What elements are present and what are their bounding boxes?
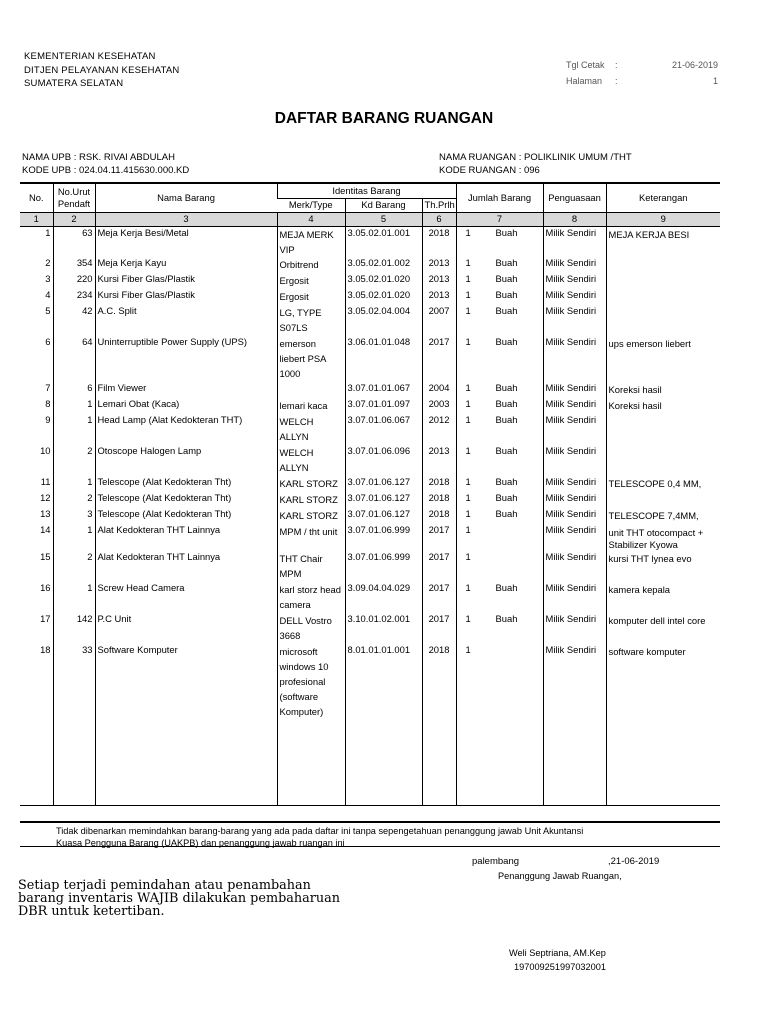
row-urut: 234 — [53, 289, 95, 305]
row-no: 2 — [45, 257, 51, 268]
table-row — [20, 226, 720, 257]
notice-line-2: Kuasa Pengguna Barang (UAKPB) dan penanggung jawab ruangan ini — [56, 838, 345, 848]
row-year: 2013 — [422, 445, 456, 476]
row-no: 8 — [45, 398, 51, 409]
row-quantity-cell — [456, 414, 543, 445]
row-year: 2017 — [422, 524, 456, 551]
col-number: 1 — [20, 212, 53, 226]
row-remarks: TELESCOPE 7,4MM, — [606, 508, 720, 524]
row-no: 1 — [45, 226, 51, 238]
room-code: KODE RUANGAN : 096 — [439, 165, 540, 176]
row-remarks: kamera kepala — [606, 582, 720, 613]
row-item-code: 3.07.01.01.097 — [345, 398, 422, 414]
row-item-code: 3.10.01.02.001 — [345, 613, 422, 644]
row-quantity-cell — [456, 382, 543, 398]
row-no: 13 — [40, 508, 51, 519]
col-header-penguasaan: Penguasaan — [543, 183, 606, 212]
row-merk-type: microsoft windows 10 profesional (software Komputer) — [277, 644, 345, 805]
col-number: 9 — [606, 212, 720, 226]
row-year: 2013 — [422, 257, 456, 273]
row-quantity-cell — [456, 582, 543, 613]
row-merk-type: Ergosit — [277, 273, 345, 289]
row-no: 16 — [40, 582, 51, 593]
row-remarks — [606, 492, 720, 508]
row-quantity: 1 — [465, 508, 471, 519]
transfer-notice — [20, 821, 720, 847]
row-no: 5 — [45, 305, 51, 316]
row-merk-type: KARL STORZ — [277, 476, 345, 492]
row-year: 2004 — [422, 382, 456, 398]
col-header-jumlah: Jumlah Barang — [456, 183, 543, 212]
row-year: 2003 — [422, 398, 456, 414]
row-quantity: 1 — [465, 336, 471, 347]
row-remarks — [606, 273, 720, 289]
row-item-code: 3.07.01.06.999 — [345, 524, 422, 551]
row-remarks: unit THT otocompact + Stabilizer Kyowa — [606, 524, 720, 551]
row-item-code: 3.07.01.06.127 — [345, 476, 422, 492]
row-quantity-cell — [456, 226, 543, 257]
colon: : — [615, 60, 618, 70]
row-ownership: Milik Sendiri — [543, 524, 606, 551]
col-header-th: Th.Prlh — [422, 198, 456, 212]
row-remarks — [606, 289, 720, 305]
org-line-province: SUMATERA SELATAN — [24, 78, 124, 89]
row-year: 2018 — [422, 476, 456, 492]
row-urut: 1 — [53, 582, 95, 613]
row-urut: 1 — [53, 398, 95, 414]
row-urut: 3 — [53, 508, 95, 524]
row-item-name: Software Komputer — [95, 644, 277, 805]
row-quantity-cell — [456, 336, 543, 382]
row-year: 2012 — [422, 414, 456, 445]
row-quantity: 1 — [465, 445, 471, 456]
row-item-code: 3.07.01.06.127 — [345, 508, 422, 524]
row-item-name: Meja Kerja Besi/Metal — [95, 226, 277, 257]
row-ownership: Milik Sendiri — [543, 492, 606, 508]
row-quantity: 1 — [465, 582, 471, 593]
row-merk-type: DELL Vostro 3668 — [277, 613, 345, 644]
row-item-code: 3.07.01.06.067 — [345, 414, 422, 445]
warning-line: DBR untuk ketertiban. — [18, 904, 165, 919]
row-merk-type: karl storz head camera — [277, 582, 345, 613]
row-merk-type: KARL STORZ — [277, 508, 345, 524]
row-year: 2018 — [422, 508, 456, 524]
warning-line: Setiap terjadi pemindahan atau penambahan — [18, 878, 311, 893]
row-year: 2017 — [422, 551, 456, 582]
row-unit: Buah — [495, 257, 518, 268]
upb-code: KODE UPB : 024.04.11.415630.000.KD — [22, 165, 190, 176]
row-quantity: 1 — [465, 551, 471, 562]
row-unit: Buah — [495, 226, 518, 238]
row-ownership: Milik Sendiri — [543, 508, 606, 524]
row-item-code: 3.07.01.06.096 — [345, 445, 422, 476]
row-item-code: 3.05.02.01.020 — [345, 289, 422, 305]
row-ownership: Milik Sendiri — [543, 613, 606, 644]
row-urut: 1 — [53, 476, 95, 492]
row-no: 4 — [45, 289, 51, 300]
row-unit: Buah — [495, 613, 518, 624]
col-number: 2 — [53, 212, 95, 226]
row-no: 7 — [45, 382, 51, 393]
room-info — [439, 151, 632, 177]
col-header-no: No. — [20, 183, 53, 212]
row-item-name: P.C Unit — [95, 613, 277, 644]
row-quantity-cell — [456, 492, 543, 508]
upb-info — [22, 151, 189, 177]
col-header-urut: No.Urut Pendaft — [53, 183, 95, 212]
signer-name: Weli Septriana, AM.Kep — [509, 948, 606, 958]
org-line-directorate: DITJEN PELAYANAN KESEHATAN — [24, 64, 180, 76]
page-title: DAFTAR BARANG RUANGAN — [274, 110, 494, 127]
row-quantity: 1 — [465, 382, 471, 393]
row-no: 11 — [40, 476, 51, 487]
row-quantity-cell — [456, 613, 543, 644]
col-number: 7 — [456, 212, 543, 226]
table-row — [20, 289, 720, 305]
room-name: NAMA RUANGAN : POLIKLINIK UMUM /THT — [439, 152, 632, 163]
print-date-label: Tgl Cetak — [566, 60, 605, 70]
row-quantity: 1 — [465, 492, 471, 503]
row-unit: Buah — [495, 492, 518, 503]
row-quantity-cell — [456, 644, 543, 805]
row-quantity-cell — [456, 289, 543, 305]
notice-line-1: Tidak dibenarkan memindahkan barang-barang yang ada pada daftar ini tanpa sepengetahuan penanggung jawab Unit Akuntansi — [56, 826, 584, 836]
row-quantity-cell — [456, 476, 543, 492]
row-merk-type: LG, TYPE S07LS — [277, 305, 345, 336]
row-ownership: Milik Sendiri — [543, 305, 606, 336]
row-quantity: 1 — [465, 257, 471, 268]
row-merk-type: THT Chair MPM — [277, 551, 345, 582]
row-ownership: Milik Sendiri — [543, 226, 606, 257]
row-unit: Buah — [495, 445, 518, 456]
row-item-code: 3.07.01.06.999 — [345, 551, 422, 582]
row-ownership: Milik Sendiri — [543, 336, 606, 382]
row-remarks: MEJA KERJA BESI — [606, 226, 720, 257]
row-ownership: Milik Sendiri — [543, 582, 606, 613]
row-remarks — [606, 445, 720, 476]
row-year: 2018 — [422, 644, 456, 805]
row-item-name: Lemari Obat (Kaca) — [95, 398, 277, 414]
row-item-name: Alat Kedokteran THT Lainnya — [95, 551, 277, 582]
table-row — [20, 508, 720, 524]
row-year: 2013 — [422, 289, 456, 305]
table-row — [20, 257, 720, 273]
row-year: 2017 — [422, 582, 456, 613]
table-header-row — [20, 183, 720, 198]
row-quantity-cell — [456, 305, 543, 336]
row-quantity: 1 — [465, 476, 471, 487]
row-urut: 6 — [53, 382, 95, 398]
row-item-code: 3.09.04.04.029 — [345, 582, 422, 613]
row-quantity-cell — [456, 551, 543, 582]
row-quantity: 1 — [465, 226, 471, 238]
row-item-name: Telescope (Alat Kedokteran Tht) — [95, 492, 277, 508]
row-remarks: kursi THT lynea evo — [606, 551, 720, 582]
row-urut: 1 — [53, 524, 95, 551]
row-quantity-cell — [456, 398, 543, 414]
print-meta-values — [640, 57, 718, 89]
col-header-merk: Merk/Type — [277, 198, 345, 212]
row-unit: Buah — [495, 398, 518, 409]
row-merk-type: WELCH ALLYN — [277, 445, 345, 476]
row-remarks: ups emerson liebert — [606, 336, 720, 382]
print-date-value: 21-06-2019 — [671, 60, 718, 70]
row-no: 9 — [45, 414, 51, 425]
col-header-keterangan: Keterangan — [606, 183, 720, 212]
row-item-code: 8.01.01.01.001 — [345, 644, 422, 805]
sign-place: palembang — [472, 856, 520, 867]
row-year: 2017 — [422, 613, 456, 644]
table-row — [20, 414, 720, 445]
column-number-row — [20, 212, 720, 226]
table-row — [20, 492, 720, 508]
row-item-name: A.C. Split — [95, 305, 277, 336]
col-number: 6 — [422, 212, 456, 226]
table-row — [20, 644, 720, 805]
row-ownership: Milik Sendiri — [543, 445, 606, 476]
upb-name: NAMA UPB : RSK. RIVAI ABDULAH — [22, 152, 175, 163]
table-row — [20, 524, 720, 551]
row-urut: 1 — [53, 414, 95, 445]
row-item-code: 3.05.02.04.004 — [345, 305, 422, 336]
col-number: 5 — [345, 212, 422, 226]
row-urut: 63 — [53, 226, 95, 257]
table-row — [20, 613, 720, 644]
row-item-code: 3.05.02.01.020 — [345, 273, 422, 289]
row-quantity-cell — [456, 508, 543, 524]
org-line-ministry: KEMENTERIAN KESEHATAN — [24, 51, 156, 62]
row-no: 6 — [45, 336, 51, 347]
row-quantity: 1 — [465, 398, 471, 409]
row-merk-type — [277, 382, 345, 398]
row-quantity: 1 — [465, 273, 471, 284]
row-quantity-cell — [456, 257, 543, 273]
row-ownership: Milik Sendiri — [543, 273, 606, 289]
row-year: 2017 — [422, 336, 456, 382]
row-merk-type: KARL STORZ — [277, 492, 345, 508]
row-unit: Buah — [495, 414, 518, 425]
col-number: 3 — [95, 212, 277, 226]
row-item-name: Meja Kerja Kayu — [95, 257, 277, 273]
table-row — [20, 445, 720, 476]
table-row — [20, 336, 720, 382]
row-item-name: Alat Kedokteran THT Lainnya — [95, 524, 277, 551]
row-urut: 42 — [53, 305, 95, 336]
page-label: Halaman — [566, 76, 603, 86]
row-item-name: Telescope (Alat Kedokteran Tht) — [95, 508, 277, 524]
table-row — [20, 398, 720, 414]
col-header-nama: Nama Barang — [95, 183, 277, 212]
row-unit: Buah — [495, 273, 518, 284]
row-item-code: 3.07.01.06.127 — [345, 492, 422, 508]
row-quantity-cell — [456, 524, 543, 551]
row-year: 2018 — [422, 226, 456, 257]
row-item-name: Film Viewer — [95, 382, 277, 398]
row-ownership: Milik Sendiri — [543, 476, 606, 492]
row-remarks: software komputer — [606, 644, 720, 805]
col-header-identitas: Identitas Barang — [277, 183, 456, 198]
row-remarks: Koreksi hasil — [606, 382, 720, 398]
page-value: 1 — [712, 76, 718, 86]
inventory-table — [20, 182, 720, 806]
row-ownership: Milik Sendiri — [543, 551, 606, 582]
row-merk-type: MPM / tht unit — [277, 524, 345, 551]
sign-date: ,21-06-2019 — [608, 856, 660, 867]
table-row — [20, 476, 720, 492]
row-quantity: 1 — [465, 289, 471, 300]
row-merk-type: Ergosit — [277, 289, 345, 305]
row-ownership: Milik Sendiri — [543, 414, 606, 445]
print-meta-colons — [615, 57, 618, 89]
row-no: 12 — [40, 492, 51, 503]
organization-header — [24, 50, 179, 91]
row-quantity: 1 — [465, 305, 471, 316]
sign-title: Penanggung Jawab Ruangan, — [498, 871, 622, 881]
row-ownership: Milik Sendiri — [543, 257, 606, 273]
table-body — [20, 226, 720, 805]
col-header-kd: Kd Barang — [345, 198, 422, 212]
row-remarks — [606, 414, 720, 445]
row-merk-type: MEJA MERK VIP — [277, 226, 345, 257]
row-item-name: Telescope (Alat Kedokteran Tht) — [95, 476, 277, 492]
row-quantity: 1 — [465, 414, 471, 425]
row-no: 10 — [40, 445, 51, 456]
row-unit: Buah — [495, 336, 518, 347]
row-remarks: Koreksi hasil — [606, 398, 720, 414]
row-urut: 142 — [53, 613, 95, 644]
warning-line: barang inventaris WAJIB dilakukan pembaharuan — [18, 891, 340, 906]
row-unit: Buah — [495, 476, 518, 487]
row-urut: 2 — [53, 492, 95, 508]
row-merk-type: Orbitrend — [277, 257, 345, 273]
row-no: 14 — [40, 524, 51, 535]
row-no: 18 — [20, 644, 53, 805]
row-quantity-cell — [456, 273, 543, 289]
row-unit: Buah — [495, 382, 518, 393]
table-row — [20, 551, 720, 582]
colon: : — [615, 76, 618, 86]
row-ownership: Milik Sendiri — [543, 289, 606, 305]
table-row — [20, 382, 720, 398]
row-unit: Buah — [495, 289, 518, 300]
row-quantity: 1 — [465, 524, 471, 535]
row-urut: 220 — [53, 273, 95, 289]
row-item-name: Kursi Fiber Glas/Plastik — [95, 273, 277, 289]
row-unit: Buah — [495, 582, 518, 593]
row-quantity: 1 — [465, 644, 471, 655]
row-remarks — [606, 305, 720, 336]
row-merk-type: lemari kaca — [277, 398, 345, 414]
row-remarks: komputer dell intel core — [606, 613, 720, 644]
row-item-name: Kursi Fiber Glas/Plastik — [95, 289, 277, 305]
row-urut: 64 — [53, 336, 95, 382]
table-row — [20, 582, 720, 613]
col-number: 4 — [277, 212, 345, 226]
row-urut: 354 — [53, 257, 95, 273]
row-no: 17 — [40, 613, 51, 624]
row-unit: Buah — [495, 508, 518, 519]
row-item-code: 3.06.01.01.048 — [345, 336, 422, 382]
row-year: 2007 — [422, 305, 456, 336]
row-remarks: TELESCOPE 0,4 MM, — [606, 476, 720, 492]
row-urut: 2 — [53, 551, 95, 582]
update-warning — [18, 879, 340, 918]
row-quantity: 1 — [465, 613, 471, 624]
row-unit: Buah — [495, 305, 518, 316]
row-ownership: Milik Sendiri — [543, 644, 606, 805]
row-item-name: Uninterruptible Power Supply (UPS) — [95, 336, 277, 382]
row-item-name: Otoscope Halogen Lamp — [95, 445, 277, 476]
row-ownership: Milik Sendiri — [543, 398, 606, 414]
row-remarks — [606, 257, 720, 273]
row-item-name: Screw Head Camera — [95, 582, 277, 613]
signer-nip: 197009251997032001 — [514, 962, 606, 972]
row-merk-type: emerson liebert PSA 1000 — [277, 336, 345, 382]
row-no: 3 — [45, 273, 51, 284]
col-number: 8 — [543, 212, 606, 226]
row-year: 2018 — [422, 492, 456, 508]
print-meta-labels — [566, 57, 605, 89]
row-urut: 33 — [53, 644, 95, 805]
row-no: 15 — [40, 551, 51, 562]
row-ownership: Milik Sendiri — [543, 382, 606, 398]
row-merk-type: WELCH ALLYN — [277, 414, 345, 445]
table-row — [20, 305, 720, 336]
row-item-code: 3.05.02.01.001 — [345, 226, 422, 257]
table-row — [20, 273, 720, 289]
row-year: 2013 — [422, 273, 456, 289]
row-item-code: 3.05.02.01.002 — [345, 257, 422, 273]
row-item-name: Head Lamp (Alat Kedokteran THT) — [95, 414, 277, 445]
row-quantity-cell — [456, 445, 543, 476]
row-item-code: 3.07.01.01.067 — [345, 382, 422, 398]
row-urut: 2 — [53, 445, 95, 476]
